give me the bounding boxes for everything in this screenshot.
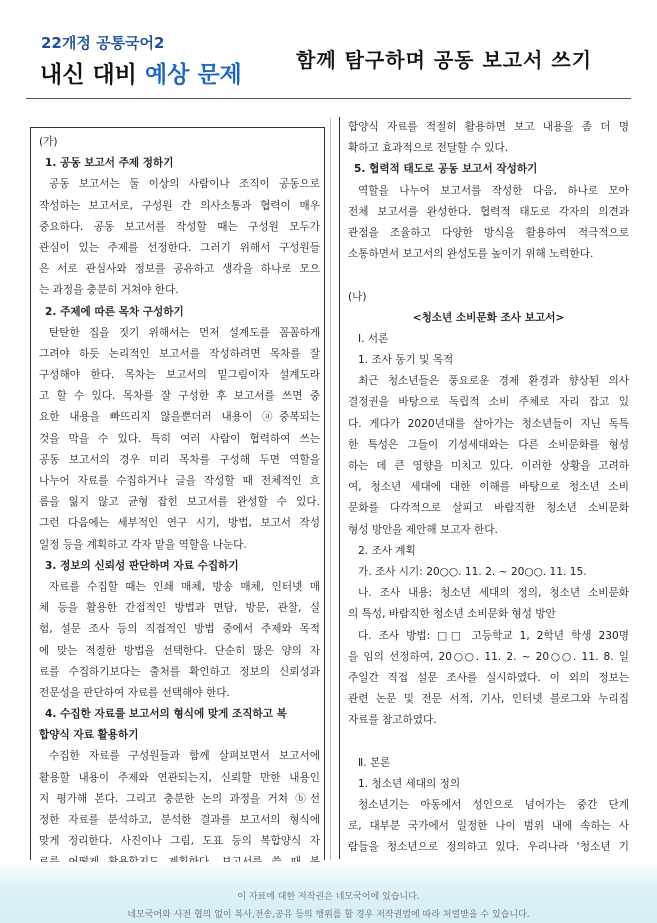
left-column-line: 료를 수집하기보다는 출처를 확인하고 정보의 신뢰성과 <box>39 665 320 678</box>
right-column-line: 확하고 효과적으로 전달할 수 있다. <box>348 142 509 155</box>
title-main-text: 내신 대비 <box>40 62 145 88</box>
passage-na-column <box>339 117 629 859</box>
left-column-line: 전문성을 판단하여 자료를 선택해야 한다. <box>39 686 230 699</box>
right-column-line: 소통하면서 보고서의 완성도를 높이기 위해 노력한다. <box>348 248 594 261</box>
right-column-line: Ⅱ. 본론 <box>358 756 391 769</box>
right-column-line: 여, 청소년 세대에 대한 이해를 바탕으로 청소년 소비 <box>348 481 629 494</box>
course-subtitle: 22개정 공통국어2 <box>41 34 165 52</box>
left-column-line: 중요하다. 공동 보고서를 작성할 때는 구성원 모두가 <box>39 220 320 233</box>
right-column-line <box>348 731 629 752</box>
right-column-line: 문화를 다각적으로 살피고 바람직한 청소년 소비문화 <box>348 502 629 515</box>
right-column-line: 자료를 참고하였다. <box>348 714 437 727</box>
left-column-line: 정한 자료를 분석하고, 분석한 결과를 보고서의 형식에 <box>39 814 320 826</box>
left-column-line: 구성해야 한다. 목차는 보고서의 밑그림이자 설계도라 <box>39 369 320 382</box>
left-column-line: 나누어 자료를 수집하거나 글을 작성할 때 전체적인 흐 <box>39 475 320 487</box>
left-column-line: 1. 공동 보고서 주제 정하기 <box>45 157 174 170</box>
left-column-line: 는 과정을 충분히 거쳐야 한다. <box>39 284 179 297</box>
right-column-line: 형성 방안을 제안해 보고자 한다. <box>348 523 498 536</box>
right-column-line: 2. 조사 계획 <box>358 544 416 557</box>
right-column-line: 전체 보고서를 완성한다. 협력적 태도로 각자의 의견과 <box>348 205 629 218</box>
right-column-line: 한 특성은 그들이 기성세대와는 다른 소비문화를 형성 <box>348 438 629 451</box>
right-column-line: 가. 조사 시기: 20○○. 11. 2. ~ 20○○. 11. 15. <box>358 565 587 578</box>
left-column-line: 4. 수집한 자료를 보고서의 형식에 맞게 조직하고 복 <box>45 708 287 721</box>
left-column-line: 3. 정보의 신뢰성 판단하며 자료 수집하기 <box>45 559 239 572</box>
right-column-line: (나) <box>348 290 367 303</box>
left-column-line: 험, 설문 조사 등의 직접적인 방법 중에서 주제와 목적 <box>39 623 320 636</box>
right-column-line: 나. 조사 내용: 청소년 세대의 정의, 청소년 소비문화 <box>358 587 629 600</box>
right-column-line: <청소년 소비문화 조사 보고서> <box>412 311 565 324</box>
right-column-line: 최근 청소년들은 풍요로운 경제 환경과 향상된 의사 <box>358 375 629 388</box>
right-column-line: 의 특성, 바람직한 청소년 소비문화 형성 방안 <box>348 608 556 621</box>
right-column-line: 1. 조사 동기 및 목적 <box>358 354 454 367</box>
left-column-line: 수집한 자료를 구성원들과 함께 살펴보면서 보고서에 <box>49 750 320 763</box>
column-divider <box>330 118 331 860</box>
left-column-line: 고 할 수 있다. 목차를 잘 구성한 후 보고서를 쓰면 중 <box>39 390 320 403</box>
right-column-line: 람들을 청소년으로 정의하고 있다. 우리나라 ‘청소년 기 <box>348 841 629 854</box>
left-column-line: 관심이 있는 주제를 선정한다. 그러기 위해서 구성원들 <box>39 241 320 254</box>
right-column-line: 결정권을 바탕으로 독립적 소비 주체로 자리 잡고 있 <box>348 396 629 409</box>
left-column-line: 요한 내용을 빠뜨리지 않을뿐더러 내용이 ⓐ중복되는 <box>39 411 320 424</box>
right-column-line: 1. 청소년 세대의 정의 <box>358 777 461 790</box>
right-column-line: 5. 협력적 태도로 공동 보고서 작성하기 <box>354 163 538 176</box>
page-header <box>0 0 657 100</box>
left-column-line: 공동 보고서의 경우 미리 목차를 구성해 두면 역할을 <box>39 453 320 466</box>
left-column-line: 은 서로 관심사와 정보를 공유하고 생각을 하나로 모으 <box>39 263 320 276</box>
left-column-line: 맞게 정리한다. 사진이나 그림, 도표 등의 복합양식 자 <box>39 835 320 848</box>
left-column-line: 체 등을 활용한 간접적인 방법과 면담, 방문, 관찰, 실 <box>39 602 320 615</box>
right-column-line: Ⅰ. 서론 <box>358 332 389 345</box>
right-column-line: 을 임의 선정하여, 20○○. 11. 2. ~ 20○○. 11. 8. 일 <box>348 650 629 663</box>
passage-ga-box <box>30 127 325 860</box>
right-column-line: 주일간 직접 설문 조사를 실시하였다. 이 외의 정보는 <box>348 671 629 684</box>
copyright-warning: 네모국어와 사전 협의 없이 복사,전송,공유 등의 행위를 할 경우 저작권법에 따라 처벌받을 수 있습니다. <box>127 910 530 920</box>
copyright-notice: 이 자료에 대한 저작권은 네모국어에 있습니다. <box>237 892 420 902</box>
left-column-line: (가) <box>39 136 58 148</box>
left-column-line: 공동 보고서는 둘 이상의 사람이나 조직이 공동으로 <box>49 178 320 191</box>
left-column-line: 그려야 하듯 논리적인 보고서를 작성하려면 목차를 잘 <box>39 347 320 360</box>
page-title <box>40 56 242 89</box>
document-title: 함께 탐구하며 공동 보고서 쓰기 <box>296 48 593 72</box>
right-column-line: 관점을 조율하고 다양한 방식을 활용하여 적극적으로 <box>348 226 629 239</box>
left-column-line: 름을 잃지 않고 균형 잡힌 보고서를 완성할 수 있다. <box>39 496 320 509</box>
left-column-line: 작성하는 보고서로, 구성원 간 의사소통과 협력이 매우 <box>39 199 320 212</box>
left-column-line: 2. 주제에 따른 목차 구성하기 <box>45 305 184 318</box>
left-column-line: 자료를 수집할 때는 인쇄 매체, 방송 매체, 인터넷 매 <box>49 580 320 593</box>
left-column-line: 지 평가해 본다. 그리고 충분한 논의 과정을 거쳐 ⓑ선 <box>39 792 320 805</box>
left-column-line: 탄탄한 집을 짓기 위해서는 먼저 설계도를 꼼꼼하게 <box>49 326 320 339</box>
left-column-line: 에 맞는 적절한 방법을 선택한다. 단순히 많은 양의 자 <box>39 644 320 657</box>
right-column-line: 관련 논문 및 전문 서적, 기사, 인터넷 블로그와 누리집 <box>348 693 629 706</box>
left-column-line: 합양식 자료 활용하기 <box>39 729 139 742</box>
left-column-line: 일정 등을 계획하고 각자 맡을 역할을 나눈다. <box>39 538 247 551</box>
right-column-line: 청소년기는 아동에서 성인으로 넘어가는 중간 단계 <box>358 799 629 811</box>
right-column-line <box>348 265 629 286</box>
left-column-line: 그런 다음에는 세부적인 연구 시기, 방법, 보고서 작성 <box>39 517 320 530</box>
right-column-line: 합양식 자료를 적절히 활용하면 보고 내용을 좀 더 명 <box>348 121 629 133</box>
left-column-line: 활용할 내용이 주제와 연관되는지, 신뢰할 만한 내용인 <box>39 771 320 784</box>
left-column-line: 것을 막을 수 있다. 특히 여러 사람이 협력하여 쓰는 <box>39 432 320 445</box>
right-column-line: 다. 조사 방법: □□ 고등학교 1, 2학년 학생 230명 <box>358 629 629 642</box>
right-column-line: 하는 데 큰 영향을 미치고 있다. 이러한 상황을 고려하 <box>348 460 629 472</box>
right-column-line: 역할을 나누어 보고서를 작성한 다음, 하나로 모아 <box>358 184 629 197</box>
header-divider <box>26 98 631 99</box>
title-accent-text: 예상 문제 <box>144 62 242 88</box>
right-column-line: 로, 대부분 국가에서 일정한 나이 범위 내에 속하는 사 <box>348 820 629 833</box>
right-column-line: 다. 게다가 2020년대를 살아가는 청소년들이 지닌 독특 <box>348 417 629 430</box>
